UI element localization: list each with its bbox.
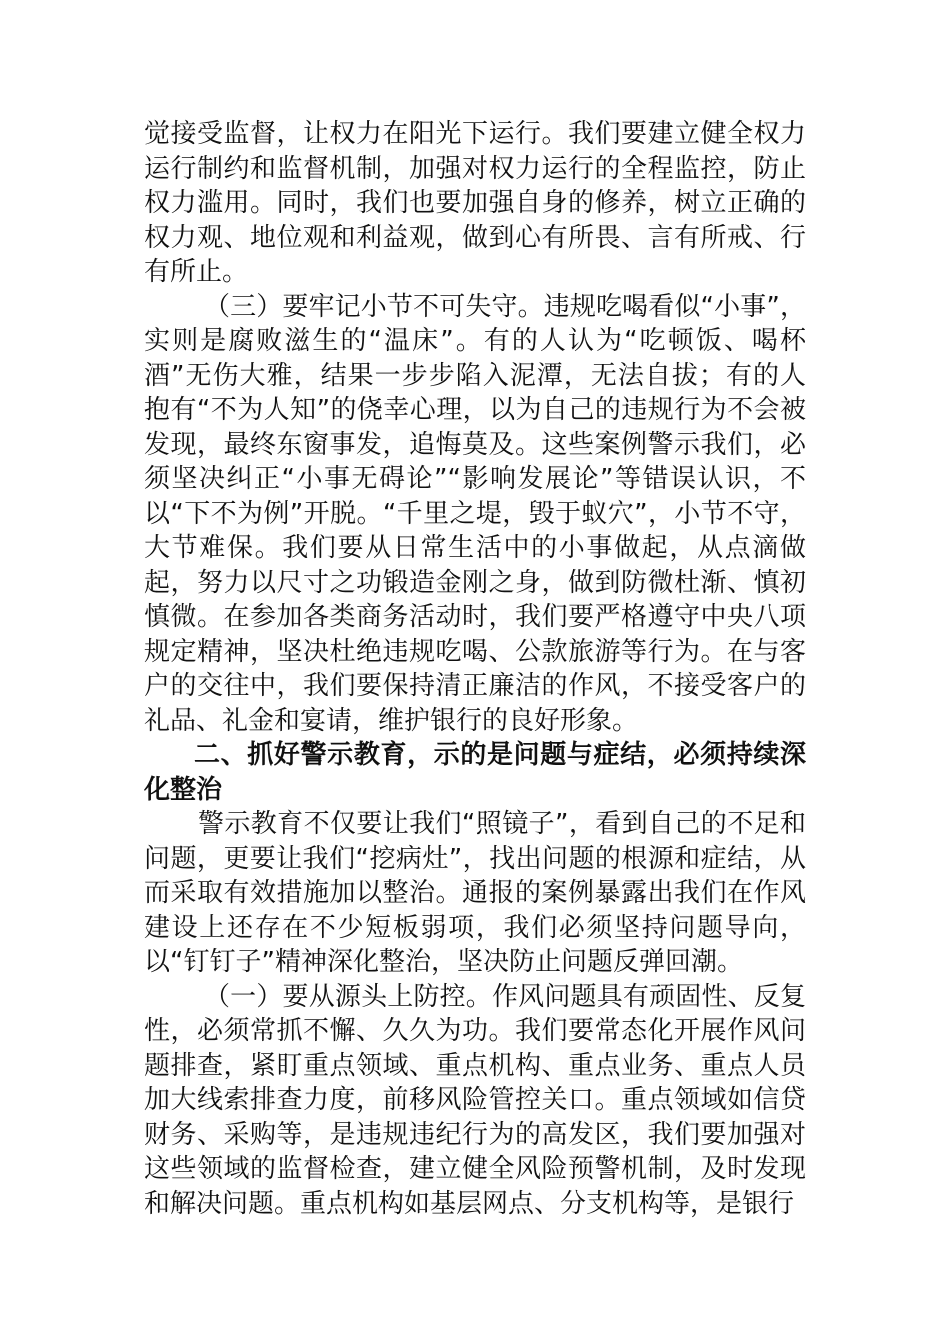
section-heading-2: 二、抓好警示教育，示的是问题与症结，必须持续深化整治 <box>144 740 806 805</box>
subsection-paragraph-3: （三）要牢记小节不可失守。违规吃喝看似“小事”，实则是腐败滋生的“温床”。有的人认为“吃顿饭、喝杯酒”无伤大雅，结果一步步陷入泥潭，无法自拔；有的人抱有“不为人知”的侥幸心理，以为自己的违规行为不会被发现，最终东窗事发，追悔莫及。这些案例警示我们，必须坚决纠正“小事无碍论”“影响发展论”等错误认识，不以“下不为例”开脱。“千里之堤，毁于蚁穴”，小节不守，大节难保。我们要从日常生活中的小事做起，从点滴做起，努力以尺寸之功锻造金刚之身，做到防微杜渐、慎初慎微。在参加各类商务活动时，我们要严格遵守中央八项规定精神，坚决杜绝违规吃喝、公款旅游等行为。在与客户的交往中，我们要保持清正廉洁的作风，不接受客户的礼品、礼金和宴请，维护银行的良好形象。 <box>144 291 806 736</box>
document-page <box>144 117 806 1221</box>
section-intro-paragraph: 警示教育不仅要让我们“照镜子”，看到自己的不足和问题，更要让我们“挖病灶”，找出问题的根源和症结，从而采取有效措施加以整治。通报的案例暴露出我们在作风建设上还存在不少短板弱项，我们必须坚持问题导向，以“钉钉子”精神深化整治，坚决防止问题反弹回潮。 <box>144 809 806 977</box>
subsection-paragraph-1: （一）要从源头上防控。作风问题具有顽固性、反复性，必须常抓不懈、久久为功。我们要常态化开展作风问题排查，紧盯重点领域、重点机构、重点业务、重点人员加大线索排查力度，前移风险管控关口。重点领域如信贷财务、采购等，是违规违纪行为的高发区，我们要加强对这些领域的监督检查，建立健全风险预警机制，及时发现和解决问题。重点机构如基层网点、分支机构等，是银行 <box>144 981 806 1219</box>
body-paragraph-continuation: 觉接受监督，让权力在阳光下运行。我们要建立健全权力运行制约和监督机制，加强对权力运行的全程监控，防止权力滥用。同时，我们也要加强自身的修养，树立正确的权力观、地位观和利益观，做到心有所畏、言有所戒、行有所止。 <box>144 119 806 287</box>
